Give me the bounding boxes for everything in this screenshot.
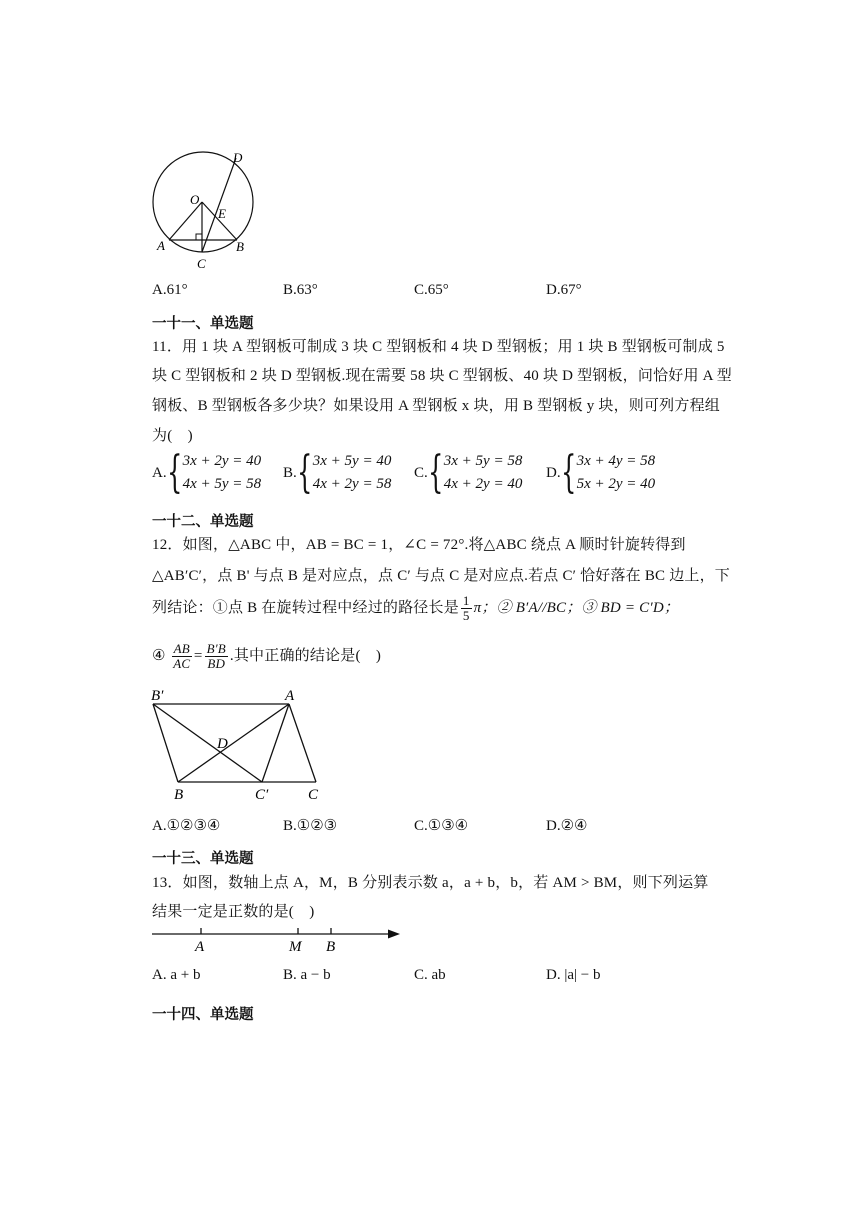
q10-option-d[interactable]: D.67° <box>546 282 582 298</box>
label-C: C <box>308 787 319 803</box>
q12-option-a[interactable]: A.①②③④ <box>152 818 221 834</box>
equation: 5x + 2y = 40 <box>576 476 656 492</box>
q11-option-b[interactable] <box>283 447 392 498</box>
q12-line-4: ④ $\frac{AB}{AC}$ = $\frac{B'B}{BD}$ .其中正确的结论是( ) <box>152 641 382 671</box>
brace-icon: { <box>560 447 576 498</box>
axis-label-A: A <box>195 939 205 955</box>
section-heading-11: 一十一、单选题 <box>152 316 254 332</box>
equation: 3x + 4y = 58 <box>576 453 656 469</box>
q11-option-d[interactable] <box>546 447 656 498</box>
q12-line-3 <box>152 594 679 623</box>
fraction: $\frac{1}{5}$ <box>462 593 470 623</box>
axis-label-B: B <box>326 939 336 955</box>
label-B-prime: B′ <box>151 688 164 704</box>
number-line-figure <box>148 922 408 956</box>
option-label: D. <box>546 464 561 481</box>
equation: 4x + 2y = 58 <box>312 476 392 492</box>
q11-line-3: 钢板、B 型钢板各多少块？如果设用 A 型钢板 x 块，用 B 型钢板 y 块，则可列方程组 <box>152 398 720 414</box>
equation: 3x + 2y = 40 <box>182 453 262 469</box>
label-C-prime: C′ <box>255 787 269 803</box>
q12-option-d[interactable]: D.②④ <box>546 818 588 834</box>
q11-line-2: 块 C 型钢板和 2 块 D 型钢板.现在需要 58 块 C 型钢板、40 块 D 型钢板，问恰好用 A 型 <box>152 368 732 384</box>
q11-option-c[interactable] <box>414 447 523 498</box>
q13-option-a[interactable]: A. a + b <box>152 967 201 983</box>
q11-line-1: 11．用 1 块 A 型钢板可制成 3 块 C 型钢板和 4 块 D 型钢板；用 1 块 B 型钢板可制成 5 <box>152 339 725 355</box>
q13-line-1: 13．如图，数轴上点 A，M，B 分别表示数 a，a + b，b，若 AM > BM，则下列运算 <box>152 875 709 891</box>
q13-line-2: 结果一定是正数的是( ) <box>152 904 315 920</box>
q12-option-c[interactable]: C.①③④ <box>414 818 469 834</box>
label-A: A <box>157 238 165 253</box>
q10-option-c[interactable]: C.65° <box>414 282 449 298</box>
equation: 4x + 5y = 58 <box>182 476 262 492</box>
section-heading-12: 一十二、单选题 <box>152 514 254 530</box>
label-O: O <box>190 192 200 207</box>
section-heading-14: 一十四、单选题 <box>152 1007 254 1023</box>
option-label: C. <box>414 464 428 481</box>
q10-option-a[interactable]: A.61° <box>152 282 188 298</box>
equation: 3x + 5y = 58 <box>443 453 523 469</box>
line-text: 列结论：①点 B 在旋转过程中经过的路径长是 <box>152 599 459 616</box>
q10-option-b[interactable]: B.63° <box>283 282 318 298</box>
brace-icon: { <box>166 447 182 498</box>
label-A: A <box>285 688 295 704</box>
fraction: $\frac{B'B}{BD}$ <box>206 641 226 671</box>
label-B: B <box>174 787 184 803</box>
label-C: C <box>197 256 206 271</box>
axis-label-M: M <box>289 939 302 955</box>
label-B: B <box>236 239 244 254</box>
equation: 4x + 2y = 40 <box>443 476 523 492</box>
line-text: .其中正确的结论是( ) <box>229 647 382 664</box>
section-heading-13: 一十三、单选题 <box>152 851 254 867</box>
brace-icon: { <box>296 447 313 498</box>
equation: 3x + 5y = 40 <box>312 453 392 469</box>
q12-line-2: △AB′C′，点 B' 与点 B 是对应点，点 C′ 与点 C 是对应点.若点 C′ 恰好落在 BC 边上，下 <box>152 568 730 584</box>
fraction: $\frac{AB}{AC}$ <box>173 641 191 671</box>
parallelogram-figure <box>145 682 335 807</box>
q13-option-d[interactable]: D. |a| − b <box>546 967 601 983</box>
q12-line-1: 12．如图，△ABC 中，AB = BC = 1，∠C = 72°.将△ABC 绕点 A 顺时针旋转得到 <box>152 537 686 553</box>
option-label: A. <box>152 464 167 481</box>
q12-option-b[interactable]: B.①②③ <box>283 818 338 834</box>
label-E: E <box>218 206 226 221</box>
q13-option-b[interactable]: B. a − b <box>283 967 331 983</box>
option-label: B. <box>283 464 297 481</box>
line-text: ④ <box>152 647 166 664</box>
line-text: π；② B′A//BC；③ BD = C′D； <box>473 599 680 616</box>
label-D: D <box>217 736 228 752</box>
circle-figure <box>145 150 275 275</box>
q13-option-c[interactable]: C. ab <box>414 967 446 983</box>
brace-icon: { <box>427 447 444 498</box>
q11-option-a[interactable] <box>152 447 262 498</box>
q11-line-4: 为( ) <box>152 428 193 444</box>
label-D: D <box>233 150 243 165</box>
